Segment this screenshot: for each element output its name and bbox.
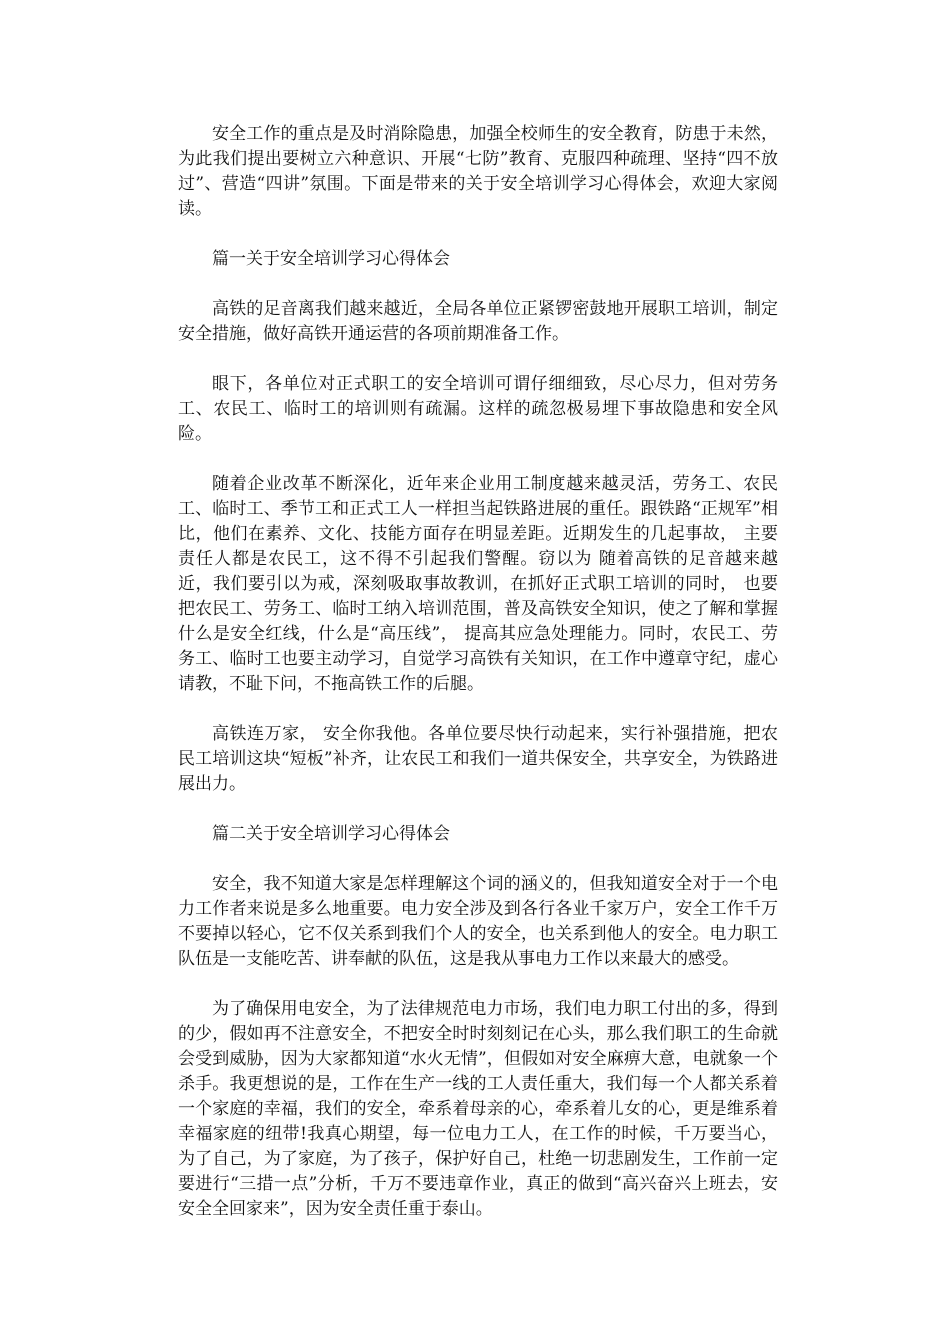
section1-paragraph-2: 眼下，各单位对正式职工的安全培训可谓仔细细致，尽心尽力，但对劳务工、农民工、临时工的培训则有疏漏。这样的疏忽极易埋下事故隐患和安全风险。 <box>178 374 778 444</box>
section2-paragraph-1: 安全，我不知道大家是怎样理解这个词的涵义的，但我知道安全对于一个电力工作者来说是多么地重要。电力安全涉及到各行各业千家万户，安全工作千万不要掉以轻心，它不仅关系到我们个人的安全，也关系到他人的安全。电力职工队伍是一支能吃苦、讲奉献的队伍，这是我从事电力工作以来最大的感受。 <box>178 874 778 969</box>
document-body <box>178 122 778 1247</box>
section1-paragraph-1: 高铁的足音离我们越来越近，全局各单位正紧锣密鼓地开展职工培训，制定安全措施，做好高铁开通运营的各项前期准备工作。 <box>178 299 778 344</box>
section2-title: 篇二关于安全培训学习心得体会 <box>212 824 450 844</box>
section2-paragraph-2: 为了确保用电安全，为了法律规范电力市场，我们电力职工付出的多，得到的少，假如再不注意安全，不把安全时时刻刻记在心头，那么我们职工的生命就会受到威胁，因为大家都知道“水火无情”，但假如对安全麻痹大意，电就象一个杀手。我更想说的是，工作在生产一线的工人责任重大，我们每一个人都关系着一个家庭的幸福，我们的安全，牵系着母亲的心，牵系着儿女的心，更是维系着幸福家庭的纽带!我真心期望，每一位电力工人，在工作的时候，千万要当心，为了自己，为了家庭，为了孩子，保护好自己，杜绝一切悲剧发生，工作前一定要进行“三措一点”分析，千万不要违章作业，真正的做到“高兴奋兴上班去，安安全全回家来”，因为安全责任重于泰山。 <box>178 999 778 1219</box>
section1-title: 篇一关于安全培训学习心得体会 <box>212 249 450 269</box>
section1-paragraph-3: 随着企业改革不断深化，近年来企业用工制度越来越灵活，劳务工、农民工、临时工、季节工和正式工人一样担当起铁路进展的重任。跟铁路“正规军”相比，他们在素养、文化、技能方面存在明显差距。近期发生的几起事故， 主要责任人都是农民工，这不得不引起我们警醒。窃以为 随着高铁的足音越来越近，我们要引以为戒，深刻吸取事故教训，在抓好正式职工培训的同时， 也要把农民工、劳务工、临时工纳入培训范围，普及高铁安全知识，使之了解和掌握什么是安全红线，什么是“高压线”， 提高其应急处理能力。同时，农民工、劳务工、临时工也要主动学习，自觉学习高铁有关知识，在工作中遵章守纪，虚心请教，不耻下问，不拖高铁工作的后腿。 <box>178 474 778 694</box>
section1-paragraph-4: 高铁连万家， 安全你我他。各单位要尽快行动起来，实行补强措施，把农民工培训这块“短板”补齐，让农民工和我们一道共保安全，共享安全，为铁路进展出力。 <box>178 724 778 794</box>
intro-paragraph: 安全工作的重点是及时消除隐患，加强全校师生的安全教育，防患于未然，为此我们提出要树立六种意识、开展“七防”教育、克服四种疏理、坚持“四不放过”、营造“四讲”氛围。下面是带来的关于安全培训学习心得体会，欢迎大家阅读。 <box>178 124 778 219</box>
